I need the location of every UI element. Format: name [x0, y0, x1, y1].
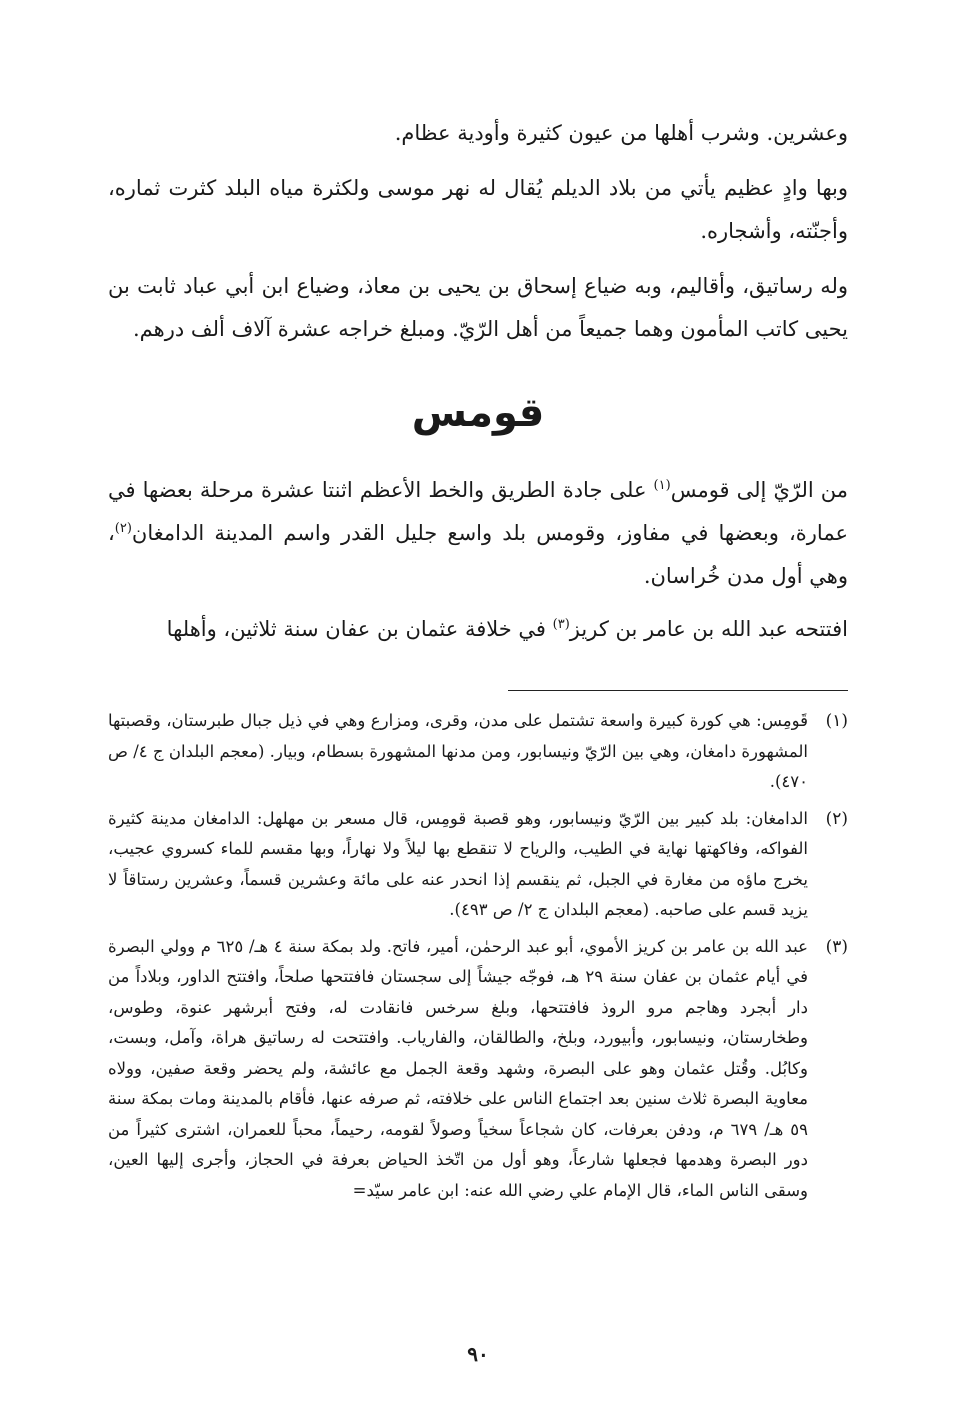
- paragraph-5: [108, 608, 848, 651]
- section-heading: قومس: [411, 390, 545, 436]
- footnote-text: عبد الله بن عامر بن كريز الأموي، أبو عبد الرحمٰن، أمير، فاتح. ولد بمكة سنة ٤ هـ/ ٦٢٥ م وولي البصرة في أيام عثمان بن عفان سنة ٢٩ هـ، فوجّه جيشاً إلى سجستان فافتتحها صلحاً، وافتتح الداور، وبلاداً من دار أبجرد وهاجم مرو الروذ فافتتحها، وبلغ سرخس فانقادت له، وفتح أبرشهر عنوة، وطوس، وطخارستان، ونيسابور، وأبيورد، وبلخ، والطالقان، والفارياب. وافتتحت له رساتيق هراة، وآمل، وبست، وكابُل. وقُتل عثمان وهو على البصرة، وشهد وقعة الجمل مع عائشة، ولم يحضر وقعة صفين، وولاه معاوية البصرة ثلاث سنين بعد اجتماع الناس على خلافته، ثم صرفه عنها، فأقام بالمدينة ومات بمكة سنة ٥٩ هـ/ ٦٧٩ م، ودفن بعرفات، كان شجاعاً سخياً وصولاً لقومه، رحيماً، محباً للعمران، اشترى كثيراً من دور البصرة وهدمها فجعلها شارعاً، وهو أول من اتّخذ الحياض بعرفة في الحجاز، وأجرى إليها العين، وسقى الناس الماء، قال الإمام علي رضي الله عنه: ابن عامر سيّد=: [108, 936, 808, 1200]
- paragraph-4-part-b: على جادة الطريق والخط الأعظم اثنتا عشرة مرحلة بعضها في عمارة، وبعضها في مفاوز، وقومس بلد واسع جليل القدر واسم المدينة الدامغان: [108, 478, 848, 545]
- footnote-number: (١): [825, 711, 848, 731]
- paragraph-3: وله رساتيق، وأقاليم، وبه ضياع إسحاق بن يحيى بن معاذ، وضياع ابن أبي عباد ثابت بن يحيى كاتب المأمون وهما جميعاً من أهل الرّيّ. ومبلغ خراجه عشرة آلاف ألف درهم.: [108, 274, 848, 341]
- footnote-2: [108, 804, 848, 926]
- paragraph-5-part-b: في خلافة عثمان بن عفان سنة ثلاثين، وأهلها: [166, 617, 553, 641]
- paragraph-4-part-c: ، وهي أول مدن خُراسان.: [108, 521, 848, 588]
- footnote-1: [108, 706, 848, 798]
- paragraph-5-part-a: افتتحه عبد الله بن عامر بن كريز: [569, 617, 848, 641]
- paragraph-2: وبها وادٍ عظيم يأتي من بلاد الديلم يُقال له نهر موسى ولكثرة مياه البلد كثرت ثماره، وأجنّته، وأشجاره.: [108, 176, 848, 243]
- main-text: [108, 112, 848, 651]
- paragraph-4-part-a: من الرّيّ إلى قومس: [670, 478, 848, 502]
- footnote-ref-1: (١): [653, 478, 671, 493]
- page-number: ٩٠: [467, 1342, 489, 1366]
- footnote-text: قَومِس: هي كورة كبيرة واسعة تشتمل على مدن، وقرى، ومزارع وهي في ذيل جبال طبرستان، وقصبتها المشهورة دامغان، وهي بين الرّيّ ونيسابور، ومن مدنها المشهورة بسطام، وبيار. (معجم البلدان ج ٤/ ص ٤٧٠).: [108, 711, 808, 791]
- paragraph-1: وعشرين. وشرب أهلها من عيون كثيرة وأودية عظام.: [394, 121, 848, 145]
- footnotes: [108, 706, 848, 1212]
- footnote-text: الدامغان: بلد كبير بين الرّيّ ونيسابور، وهو قصبة قومِس، قال مسعر بن مهلهل: الدامغان مدينة كثيرة الفواكه، وفاكهتها نهاية في الطيب، والرياح لا تنقطع بها ليلاً ولا نهاراً، وبها مقسم للماء كسروي عجيب، يخرج ماؤه من مغارة في الجبل، ثم ينقسم إذا انحدر عنه على مائة وعشرين قسماً، وعشرين رستاقاً لا يزيد قسم على صاحبه. (معجم البلدان ج ٢/ ص ٤٩٣).: [108, 808, 808, 919]
- footnote-divider: [508, 690, 848, 691]
- footnote-ref-2: (٢): [114, 521, 132, 536]
- footnote-number: (٢): [825, 808, 848, 829]
- footnote-ref-3: (٣): [552, 617, 570, 632]
- paragraph-4: [108, 469, 848, 598]
- footnote-3: [108, 932, 848, 1207]
- footnote-number: (٣): [825, 936, 848, 957]
